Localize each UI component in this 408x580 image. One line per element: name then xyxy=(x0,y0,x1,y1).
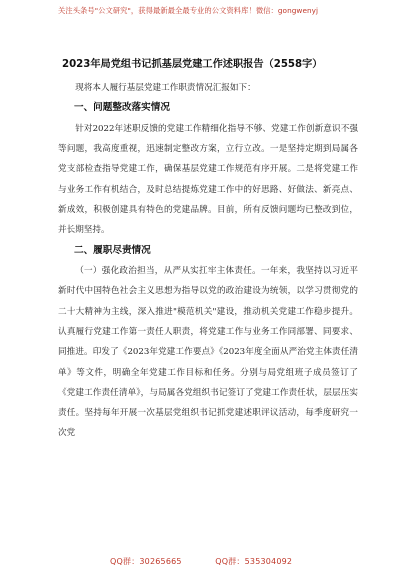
section-2-paragraph: （一）强化政治担当，从严从实扛牢主体责任。一年来，我坚持以习近平新时代中国特色社会主义思想为指导以党的政治建设为统领，以学习贯彻党的二十大精神为主线，深入推进"模范机关"建设，推动机关党建工作稳步提升。认真履行党建工作第一责任人职责，将党建工作与业务工作同部署、同要求、同推进。印发了《2023年党建工作要点》《2023年度全面从严治党主体责任清单》等文件，明确全年党建工作目标和任务。分别与局党组班子成员签订了《党建工作责任清单》，与局属各党组织书记签订了党建工作责任状，层层压实责任。坚持每年开展一次基层党组织书记抓党建述职评议活动，每季度研究一次党 xyxy=(58,266,358,439)
footer-contact xyxy=(110,556,340,567)
document-title: 2023年局党组书记抓基层党建工作述职报告（2558字） xyxy=(62,59,323,70)
footer-qq-group-1: QQ群：30265665 xyxy=(110,557,182,566)
document-body xyxy=(58,78,358,444)
section-2-heading: 二、履职尽责情况 xyxy=(74,244,151,256)
banner-line-1: 关注头条号"公文研究"，获得最新最全最专业的公文资料库！微信：gongwenyj xyxy=(58,6,319,15)
top-banner xyxy=(58,6,350,36)
intro-paragraph: 现将本人履行基层党建工作职责情况汇报如下： xyxy=(75,83,256,93)
section-1-paragraph: 针对2022年述职反馈的党建工作精细化指导不够、党建工作创新意识不强等问题，我高度重视，迅速制定整改方案，立行立改。一是坚持定期到局属各党支部检查指导党建工作，确保基层党建工作规范有序开展。二是将党建工作与业务工作有机结合，及时总结提炼党建工作中的好思路、好做法、新亮点、新成效，积极创建具有特色的党建品牌。目前，所有反馈问题均已整改到位，并长期坚持。 xyxy=(58,123,358,236)
footer-qq-group-2: QQ群：535304092 xyxy=(215,557,293,566)
section-1-heading: 一、问题整改落实情况 xyxy=(74,102,170,114)
